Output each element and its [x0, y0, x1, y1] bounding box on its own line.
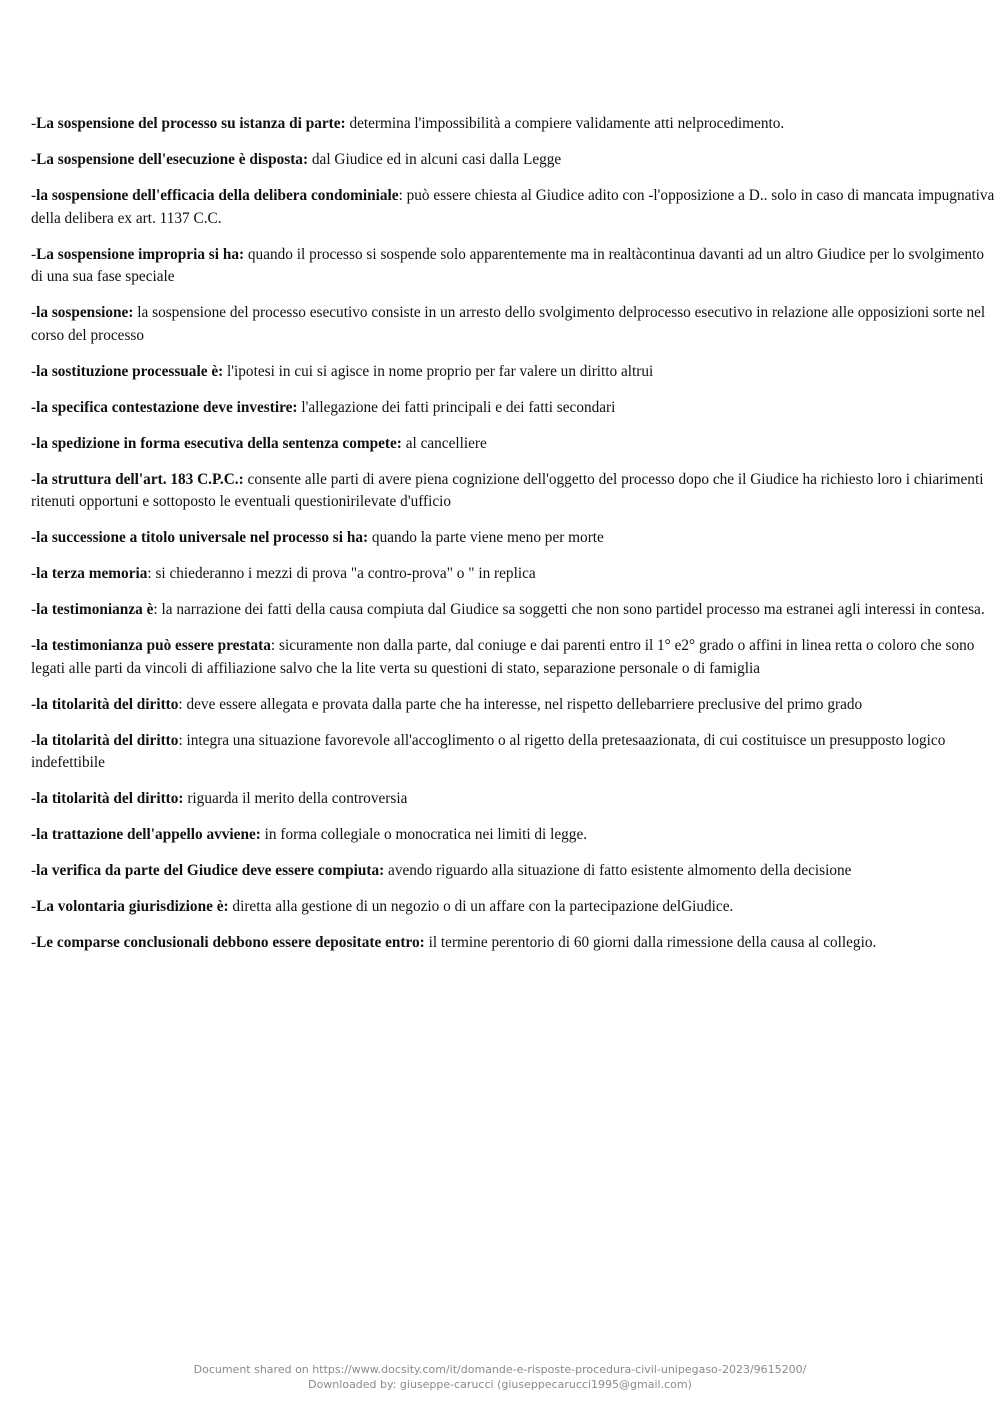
entry-item [31, 113, 999, 136]
entry-text: in forma collegiale o monocratica nei limiti di legge. [260, 826, 588, 843]
entry-item [31, 433, 999, 456]
entry-item [31, 694, 999, 717]
entry-dash: - [31, 731, 37, 749]
entry-item [31, 635, 999, 680]
entry-item [31, 361, 999, 384]
entry-text: : integra una situazione favorevole all'accoglimento o al rigetto della pretesaazionata, di cui costituisce un presupposto logico indefettibile [31, 731, 946, 771]
entry-item [31, 469, 999, 514]
entry-item [31, 527, 999, 550]
entry-item [31, 599, 999, 622]
entry-text: : può essere chiesta al Giudice adito con -l'opposizione a D.. solo in caso di mancata impugnativa della delibera ex art. 1137 C.C. [31, 187, 995, 227]
entry-term: -la successione a titolo universale nel processo si ha: [31, 529, 369, 546]
entry-item [31, 397, 999, 420]
entry-dash: - [31, 862, 37, 879]
entry-term: la titolarità del diritto [36, 731, 179, 749]
entry-dash: - [31, 898, 37, 915]
entry-text: riguarda il merito della controversia [183, 790, 408, 807]
entry-term: -la struttura dell'art. 183 C.P.C.: [31, 470, 244, 488]
entry-dash: - [31, 934, 37, 951]
entry-term: -la testimonianza può essere prestata [31, 637, 271, 654]
entry-term: la testimonianza è [36, 601, 154, 618]
entry-text: l'ipotesi in cui si agisce in nome proprio per far valere un diritto altrui [223, 362, 654, 380]
entry-term: -la titolarità del diritto: [31, 790, 184, 807]
entry-text: quando il processo si sospende solo apparentemente ma in realtàcontinua davanti ad un altro Giudice per lo svolgimento di una sua fase speciale [31, 245, 985, 285]
entry-list [31, 113, 999, 968]
entry-term: la terza memoria [36, 565, 148, 582]
entry-item [31, 932, 999, 955]
entry-term: la sostituzione processuale è: [36, 362, 224, 380]
entry-dash: - [31, 245, 37, 263]
entry-dash: - [31, 362, 37, 380]
entry-text: l'allegazione dei fatti principali e dei fatti secondari [297, 398, 616, 416]
entry-dash: - [31, 304, 37, 321]
entry-term: -La sospensione dell'esecuzione è disposta: [31, 151, 309, 168]
entry-dash: - [31, 115, 37, 132]
entry-term: La sospensione impropria si ha: [36, 245, 245, 263]
entry-text: : la narrazione dei fatti della causa compiuta dal Giudice sa soggetti che non sono partidel processo ma estranei agli interessi in contesa. [153, 601, 985, 618]
entry-item [31, 244, 999, 289]
entry-item [31, 860, 999, 883]
entry-item [31, 185, 999, 230]
entry-term: -la titolarità del diritto [31, 695, 179, 713]
entry-term: -la trattazione dell'appello avviene: [31, 826, 261, 843]
entry-term: La sospensione del processo su istanza di parte: [36, 115, 346, 132]
page-footer [0, 1362, 1000, 1392]
entry-term: la sospensione dell'efficacia della delibera condominiale [36, 187, 399, 204]
entry-text: la sospensione del processo esecutivo consiste in un arresto dello svolgimento delprocesso esecutivo in relazione alle opposizioni sorte nel corso del processo [31, 304, 986, 344]
entry-dash: - [31, 565, 37, 582]
entry-text: avendo riguardo alla situazione di fatto esistente almomento della decisione [384, 862, 852, 879]
entry-item [31, 149, 999, 172]
entry-text: al cancelliere [401, 434, 487, 452]
entry-item [31, 563, 999, 586]
entry-term: la sospensione: [36, 304, 134, 321]
entry-item [31, 302, 999, 347]
entry-text: : deve essere allegata e provata dalla parte che ha interesse, nel rispetto dellebarriere preclusive del primo grado [178, 695, 863, 713]
entry-text: il termine perentorio di 60 giorni dalla rimessione della causa al collegio. [424, 934, 877, 951]
entry-dash: - [31, 601, 37, 618]
footer-download-info: Downloaded by: giuseppe-carucci (giuseppecarucci1995@gmail.com) [308, 1378, 692, 1391]
entry-text: diretta alla gestione di un negozio o di un affare con la partecipazione delGiudice. [228, 898, 734, 915]
entry-item [31, 788, 999, 811]
entry-dash: - [31, 187, 37, 204]
entry-term: -la spedizione in forma esecutiva della sentenza compete: [31, 434, 402, 452]
entry-term: la verifica da parte del Giudice deve essere compiuta: [36, 862, 385, 879]
footer-share-link[interactable]: Document shared on https://www.docsity.com/it/domande-e-risposte-procedura-civil-unipegaso-2023/9615200/ [193, 1363, 807, 1376]
entry-item [31, 896, 999, 919]
entry-item [31, 730, 999, 775]
entry-term: -la specifica contestazione deve investire: [31, 398, 298, 416]
entry-text: dal Giudice ed in alcuni casi dalla Legge [308, 151, 562, 168]
entry-item [31, 824, 999, 847]
entry-text: quando la parte viene meno per morte [368, 529, 604, 546]
entry-text: : si chiederanno i mezzi di prova "a contro-prova" o " in replica [147, 565, 536, 582]
entry-text: : sicuramente non dalla parte, dal coniuge e dai parenti entro il 1° e2° grado o affini in linea retta o coloro che sono legati alle parti da vincoli di affiliazione salvo che la lite verta su questioni di stato, separazione personale o di famiglia [31, 637, 975, 677]
entry-text: consente alle parti di avere piena cognizione dell'oggetto del processo dopo che il Giudice ha richiesto loro i chiarimenti ritenuti opportuni e sottoposto le eventuali questionirilevate d'ufficio [31, 470, 984, 510]
entry-term: La volontaria giurisdizione è: [36, 898, 229, 915]
entry-term: Le comparse conclusionali debbono essere depositate entro: [36, 934, 425, 951]
entry-text: determina l'impossibilità a compiere validamente atti nelprocedimento. [345, 115, 785, 132]
